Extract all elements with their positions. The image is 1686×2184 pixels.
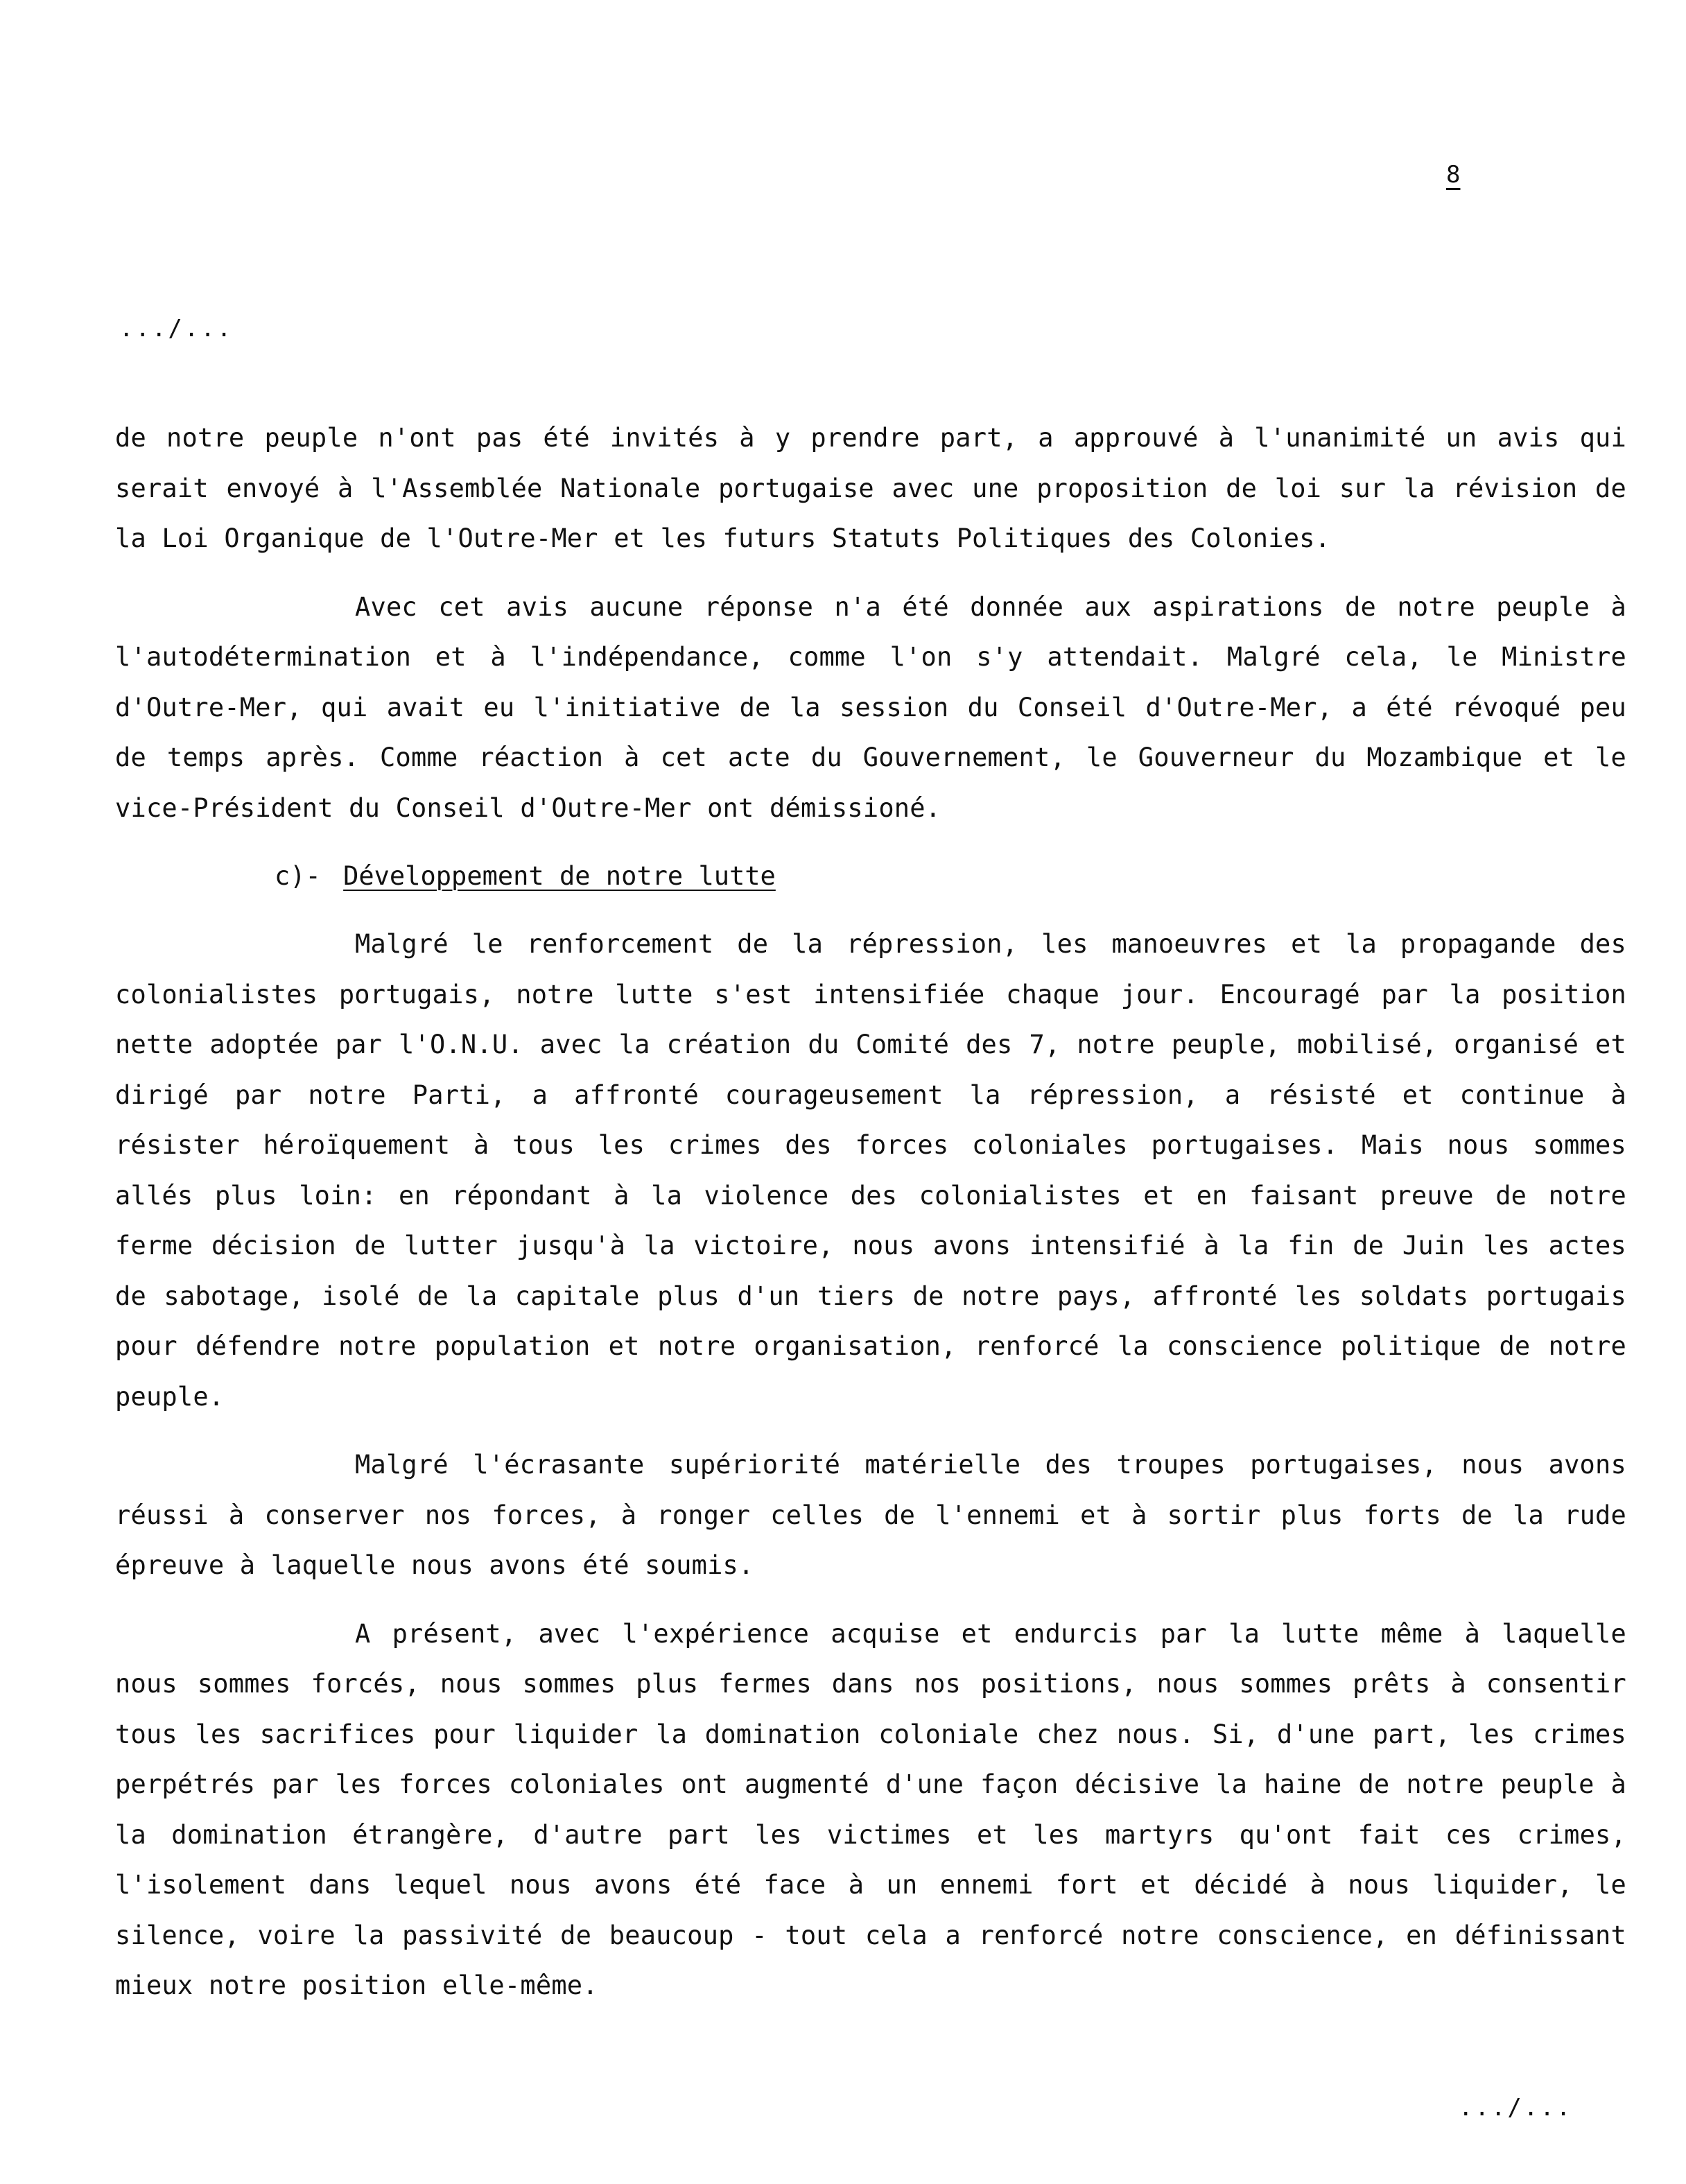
page-number: 8: [1446, 161, 1461, 189]
continuation-mark-bottom: .../...: [1459, 2094, 1573, 2122]
continuation-mark-top: .../...: [119, 315, 234, 343]
body-text: [115, 413, 1626, 2029]
paragraph-5: A présent, avec l'expérience acquise et endurcis par la lutte même à laquelle nous sommes forcés, nous sommes plus fermes dans nos positions, nous sommes prêts à consentir tous les sacrifices pour liquider la domination coloniale chez nous. Si, d'une part, les crimes perpétrés par les forces coloniales ont augmenté d'une façon décisive la haine de notre peuple à la domination étrangère, d'autre part les victimes et les martyrs qu'ont fait ces crimes, l'isolement dans lequel nous avons été face à un ennemi fort et décidé à nous liquider, le silence, voire la passivité de beaucoup - tout cela a renforcé notre conscience, en définissant mieux notre position elle-même.: [115, 1618, 1626, 2000]
section-label: c)-: [275, 861, 321, 891]
paragraph-4: Malgré l'écrasante supériorité matérielle des troupes portugaises, nous avons réussi à conserver nos forces, à ronger celles de l'ennemi et à sortir plus forts de la rude épreuve à laquelle nous avons été soumis.: [115, 1450, 1626, 1580]
paragraph-1: de notre peuple n'ont pas été invités à y prendre part, a approuvé à l'unanimité un avis qui serait envoyé à l'Assemblée Nationale portugaise avec une proposition de loi sur la révision de la Loi Organique de l'Outre-Mer et les futurs Statuts Politiques des Colonies.: [115, 423, 1626, 553]
section-title: Développement de notre lutte: [343, 861, 776, 891]
paragraph-3: Malgré le renforcement de la répression, les manoeuvres et la propagande des colonialistes portugais, notre lutte s'est intensifiée chaque jour. Encouragé par la position nette adoptée par l'O.N.U. avec la création du Comité des 7, notre peuple, mobilisé, organisé et dirigé par notre Parti, a affronté courageusement la répression, a résisté et continue à résister héroïquement à tous les crimes des forces coloniales portugaises. Mais nous sommes allés plus loin: en répondant à la violence des colonialistes et en faisant preuve de notre ferme décision de lutter jusqu'à la victoire, nous avons intensifié à la fin de Juin les actes de sabotage, isolé de la capitale plus d'un tiers de notre pays, affronté les soldats portugais pour défendre notre population et notre organisation, renforcé la conscience politique de notre peuple.: [115, 929, 1626, 1412]
section-heading: [275, 851, 1626, 901]
paragraph-2: Avec cet avis aucune réponse n'a été donnée aux aspirations de notre peuple à l'autodétermination et à l'indépendance, comme l'on s'y attendait. Malgré cela, le Ministre d'Outre-Mer, qui avait eu l'initiative de la session du Conseil d'Outre-Mer, a été révoqué peu de temps après. Comme réaction à cet acte du Gouvernement, le Gouverneur du Mozambique et le vice-Président du Conseil d'Outre-Mer ont démissioné.: [115, 591, 1626, 823]
